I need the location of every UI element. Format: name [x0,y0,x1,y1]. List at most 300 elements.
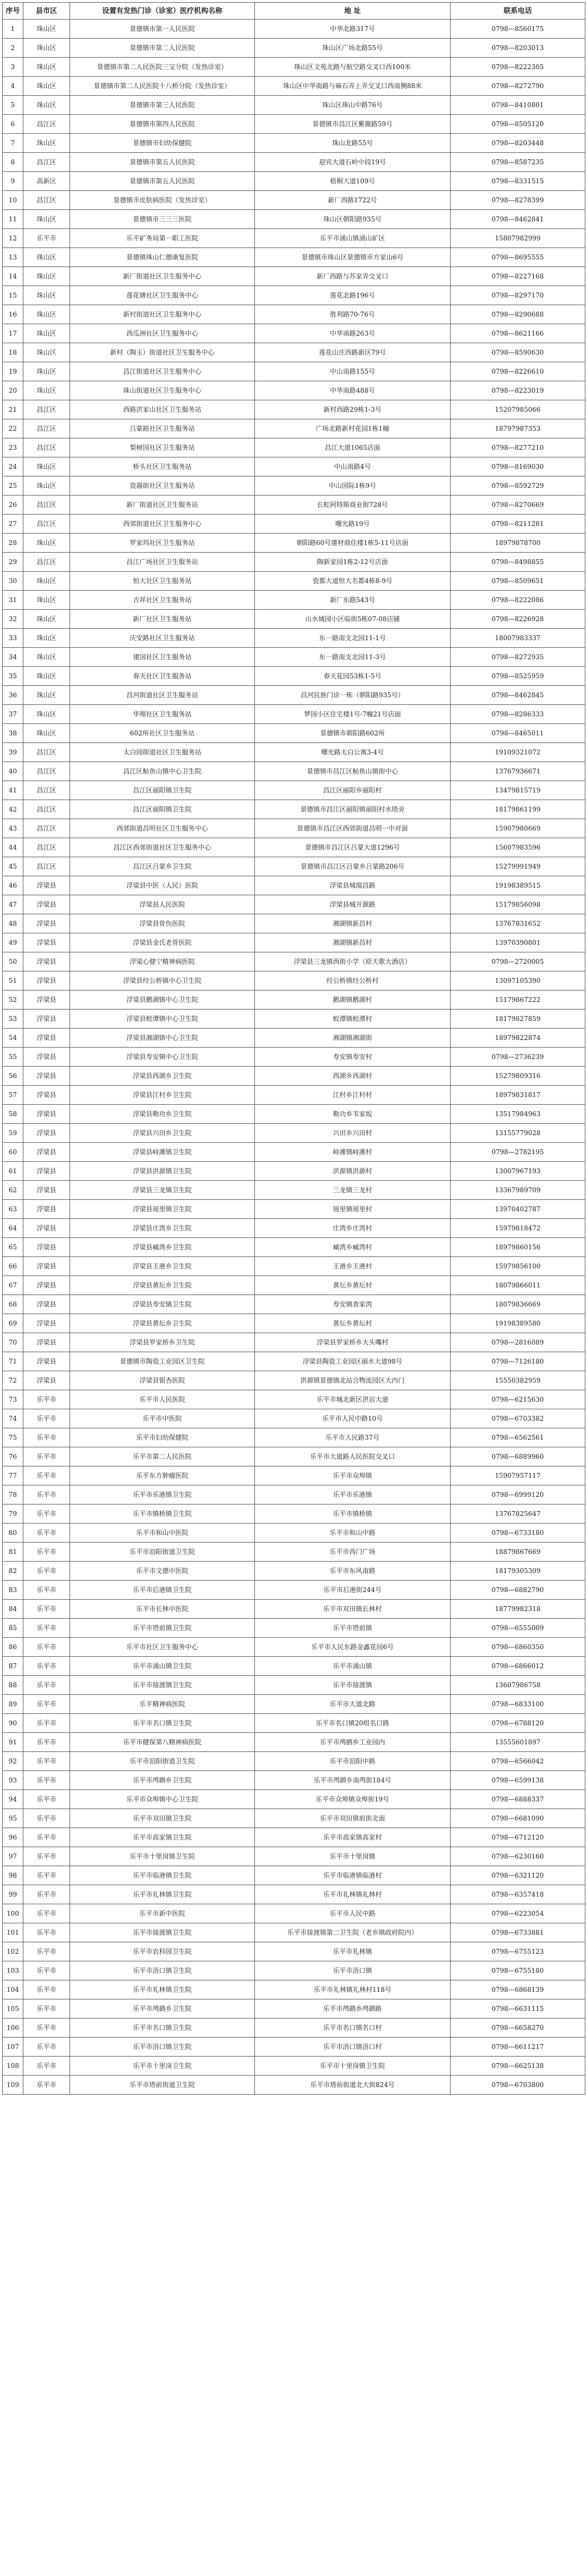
row-address: 乐平市众埠镇 [255,1466,451,1485]
row-institution: 桥头社区卫生服务站 [70,457,255,476]
table-row [3,971,585,990]
row-institution: 浮梁县瑶里镇卫生院 [70,1200,255,1219]
row-index: 49 [3,933,23,952]
row-address: 乐平市塔前镇 [255,1619,451,1638]
row-address: 三龙镇三龙村 [255,1181,451,1200]
row-district: 珠山区 [23,591,70,610]
table-row [3,58,585,77]
row-phone: 0798—8587235 [451,153,585,172]
row-institution: 西郊街道社区卫生服务中心 [70,515,255,534]
row-phone: 13767936671 [451,762,585,781]
row-district: 珠山区 [23,248,70,267]
row-district: 乐平市 [23,229,70,248]
table-row [3,457,585,476]
row-institution: 恒大社区卫生服务站 [70,572,255,591]
row-institution: 景德镇市第四人民医院 [70,115,255,134]
row-district: 昌江区 [23,191,70,210]
row-phone: 15179856098 [451,895,585,914]
row-address: 新厂西路与苏家弄交叉口 [255,267,451,286]
row-institution: 乐平市妇幼保健院 [70,1428,255,1447]
row-district: 珠山区 [23,362,70,381]
row-index: 69 [3,1314,23,1333]
row-district: 昌江区 [23,857,70,876]
row-address: 新村西路29栋1-3号 [255,400,451,419]
row-phone: 18979860156 [451,1238,585,1257]
row-phone: 0798—6755180 [451,1961,585,1980]
row-index: 109 [3,2076,23,2095]
row-district: 乐平市 [23,1543,70,1562]
row-district: 乐平市 [23,1885,70,1904]
row-institution: 乐平矿务局第一职工医院 [70,229,255,248]
row-phone: 0798—6681090 [451,1809,585,1828]
table-row [3,248,585,267]
row-district: 浮梁县 [23,1124,70,1143]
row-institution: 浮梁县三龙镇卫生院 [70,1181,255,1200]
row-index: 32 [3,610,23,629]
table-row [3,438,585,457]
table-row [3,153,585,172]
row-district: 昌江区 [23,819,70,838]
row-address: 峙滩镇峙滩村 [255,1143,451,1162]
row-phone: 13970390801 [451,933,585,952]
row-institution: 浮梁县西湖乡卫生院 [70,1067,255,1086]
row-institution: 景德镇市陶瓷工业园区卫生院 [70,1352,255,1371]
row-institution: 浮梁县骨伤医院 [70,914,255,933]
row-institution: 浮梁县金氏老骨医院 [70,933,255,952]
row-institution: 乐平东方肿瘤医院 [70,1466,255,1485]
table-row [3,1828,585,1847]
row-institution: 乐平市临港镇卫生院 [70,1866,255,1885]
row-index: 95 [3,1809,23,1828]
row-phone: 19198389580 [451,1314,585,1333]
row-address: 蛟潭镇蛟潭村 [255,1010,451,1029]
row-address: 乐平市人民中路10号 [255,1409,451,1428]
row-institution: 景德镇市第五人民医院 [70,153,255,172]
row-district: 浮梁县 [23,1086,70,1105]
table-row [3,77,585,96]
row-phone: 0798—8695555 [451,248,585,267]
row-address: 寿安镇寿安村 [255,1048,451,1067]
row-phone: 19198389515 [451,876,585,895]
row-index: 11 [3,210,23,229]
row-institution: 浮梁县蛟潭镇中心卫生院 [70,1010,255,1029]
row-index: 70 [3,1333,23,1352]
row-index: 91 [3,1733,23,1752]
table-row [3,1333,585,1352]
row-address: 经公桥镇经公桥村 [255,971,451,990]
row-phone: 0798—8509651 [451,572,585,591]
table-body [3,20,585,2095]
row-address: 景德镇市昌江区紫薇路59号 [255,115,451,134]
row-institution: 昌江广场社区卫生服务站 [70,553,255,572]
row-phone: 15279809316 [451,1067,585,1086]
row-phone: 0798—6889960 [451,1447,585,1466]
row-phone: 18779982318 [451,1600,585,1619]
row-index: 51 [3,971,23,990]
row-phone: 0798—8465011 [451,724,585,743]
row-district: 乐平市 [23,1790,70,1809]
table-row [3,534,585,553]
row-district: 昌江区 [23,438,70,457]
table-row [3,629,585,648]
row-address: 乐平市众埠镇众埠街19号 [255,1790,451,1809]
row-phone: 0798—8222305 [451,58,585,77]
row-address: 乐平市双田镇前街北面 [255,1809,451,1828]
row-address: 浮梁县罗家桥乡大头嘴村 [255,1333,451,1352]
row-district: 乐平市 [23,1809,70,1828]
header-district: 县市区 [23,3,70,20]
row-institution: 浮梁心健宁精神病医院 [70,952,255,971]
row-index: 33 [3,629,23,648]
row-index: 13 [3,248,23,267]
row-address: 鹅湖镇鹅湖村 [255,990,451,1010]
row-index: 22 [3,419,23,438]
row-index: 59 [3,1124,23,1143]
row-address: 珠山区广场北路55号 [255,39,451,58]
table-row [3,1619,585,1638]
row-phone: 0798—6223054 [451,1904,585,1923]
row-district: 乐平市 [23,1695,70,1714]
row-district: 浮梁县 [23,1371,70,1390]
table-row [3,1219,585,1238]
row-index: 101 [3,1923,23,1942]
row-index: 90 [3,1714,23,1733]
row-institution: 浮梁县黄坛乡卫生院 [70,1314,255,1333]
row-index: 50 [3,952,23,971]
table-row [3,1067,585,1086]
table-row [3,1543,585,1562]
row-address: 湘湖镇湘湖街 [255,1029,451,1048]
row-address: 乐平市人民中路 [255,1904,451,1923]
row-institution: 吕蒙路社区卫生服务站 [70,419,255,438]
row-institution: 昌江区丽阳镇卫生院 [70,781,255,800]
row-phone: 18079836669 [451,1295,585,1314]
row-institution: 乐平市名口镇卫生院 [70,1714,255,1733]
row-district: 乐平市 [23,1923,70,1942]
row-phone: 13155779028 [451,1124,585,1143]
row-district: 浮梁县 [23,914,70,933]
row-phone: 0798—8277210 [451,438,585,457]
table-row [3,381,585,400]
row-address: 春天花园53栋1-5号 [255,667,451,686]
row-district: 乐平市 [23,1657,70,1676]
row-institution: 庆安路社区卫生服务站 [70,629,255,648]
row-institution: 乐平市接渡镇卫生院 [70,1923,255,1942]
row-address: 景德镇市珠山区景德镇市方家山6号 [255,248,451,267]
row-phone: 15979818472 [451,1219,585,1238]
row-institution: 浮梁县庄湾乡卫生院 [70,1219,255,1238]
row-phone: 15907957117 [451,1466,585,1485]
row-phone: 0798—6868139 [451,1980,585,1999]
row-index: 31 [3,591,23,610]
row-district: 浮梁县 [23,1143,70,1162]
row-institution: 昌江区西郊街道社区卫生服务中心 [70,838,255,857]
table-row [3,591,585,610]
row-institution: 景德镇市三三三医院 [70,210,255,229]
row-address: 乐平市后港街244号 [255,1581,451,1600]
row-institution: 昌江街道社区卫生服务中心 [70,362,255,381]
row-index: 8 [3,153,23,172]
row-phone: 0798—8331515 [451,172,585,191]
row-district: 昌江区 [23,115,70,134]
row-district: 乐平市 [23,1619,70,1638]
row-phone: 0798—6215630 [451,1390,585,1409]
row-index: 102 [3,1942,23,1961]
row-institution: 景德镇市第二人民医院 [70,39,255,58]
row-phone: 18797987353 [451,419,585,438]
row-district: 昌江区 [23,762,70,781]
row-phone: 0798—8270669 [451,496,585,515]
row-phone: 13767825647 [451,1504,585,1524]
row-institution: 浮梁县湘湖镇中心卫生院 [70,1029,255,1048]
row-address: 乐平市大道路人民医院交叉口 [255,1447,451,1466]
table-row [3,400,585,419]
row-district: 乐平市 [23,1600,70,1619]
table-row [3,1752,585,1771]
table-row [3,1504,585,1524]
table-row [3,1238,585,1257]
table-row [3,1885,585,1904]
row-district: 浮梁县 [23,971,70,990]
row-institution: 乐平市众埠镇中心卫生院 [70,1790,255,1809]
row-district: 珠山区 [23,648,70,667]
row-institution: 乐平市礼林镇卫生院 [70,1980,255,1999]
row-address: 陶新家园1栋2-12号店面 [255,553,451,572]
row-district: 乐平市 [23,2018,70,2038]
table-row [3,1029,585,1048]
row-phone: 0798—6882790 [451,1581,585,1600]
row-index: 96 [3,1828,23,1847]
row-district: 珠山区 [23,267,70,286]
table-row [3,667,585,686]
table-row [3,553,585,572]
row-district: 珠山区 [23,134,70,153]
table-row [3,914,585,933]
table-row [3,762,585,781]
row-phone: 0798—8272790 [451,77,585,96]
row-institution: 乐平市十里岗镇卫生院 [70,1847,255,1866]
table-row [3,1447,585,1466]
row-phone: 0798—6658270 [451,2018,585,2038]
row-district: 珠山区 [23,77,70,96]
row-address: 洪源镇洪源村 [255,1162,451,1181]
row-index: 105 [3,1999,23,2018]
row-phone: 0798—8505120 [451,115,585,134]
row-index: 30 [3,572,23,591]
row-address: 乐平市鸬鹚乡鸬鹚路 [255,1999,451,2018]
row-district: 乐平市 [23,2076,70,2095]
row-institution: 西路洪家山社区卫生服务站 [70,400,255,419]
row-address: 乐平市人民路37号 [255,1428,451,1447]
row-address: 乐平市临港镇临港村 [255,1866,451,1885]
row-index: 78 [3,1485,23,1504]
row-index: 83 [3,1581,23,1600]
table-row [3,1657,585,1676]
row-address: 乐平市高家镇高家村 [255,1828,451,1847]
row-address: 洪源镇景德镇北站合物流园区大内门 [255,1371,451,1390]
row-district: 浮梁县 [23,1238,70,1257]
row-address: 寿安镇查家湾 [255,1295,451,1314]
row-address: 勒功乡韦家坂 [255,1105,451,1124]
row-district: 乐平市 [23,1714,70,1733]
row-institution: 乐平市塔前街道卫生院 [70,2076,255,2095]
row-district: 乐平市 [23,1980,70,1999]
row-address: 乐平市人民东路金鑫花园6号 [255,1638,451,1657]
row-institution: 浮梁县银杏医院 [70,1371,255,1390]
row-institution: 乐平精神病医院 [70,1695,255,1714]
row-address: 黄坛乡黄坛村 [255,1276,451,1295]
row-index: 19 [3,362,23,381]
row-index: 88 [3,1676,23,1695]
row-address: 乐平市浯口镇浯口村 [255,2038,451,2057]
row-index: 63 [3,1200,23,1219]
row-district: 昌江区 [23,153,70,172]
row-institution: 罗家坞社区卫生服务站 [70,534,255,553]
row-district: 珠山区 [23,572,70,591]
table-row [3,210,585,229]
row-institution: 景德镇市妇幼保健院 [70,134,255,153]
row-address: 乐平市礼林镇礼林村 [255,1885,451,1904]
row-institution: 乐平市涌山镇卫生院 [70,1657,255,1676]
row-address: 东一路南支北园11-1号 [255,629,451,648]
row-phone: 0798—6733881 [451,1923,585,1942]
row-institution: 华翔社区卫生服务站 [70,705,255,724]
row-address: 乐平市接渡镇 [255,1676,451,1695]
row-district: 浮梁县 [23,1048,70,1067]
row-index: 39 [3,743,23,762]
row-index: 43 [3,819,23,838]
row-index: 92 [3,1752,23,1771]
table-row [3,1371,585,1390]
row-address: 景德镇市昌江区吕蒙大道1296号 [255,838,451,857]
table-row [3,1600,585,1619]
row-index: 60 [3,1143,23,1162]
row-institution: 建国社区卫生服务站 [70,648,255,667]
row-address: 乐平市东风南路 [255,1562,451,1581]
row-index: 100 [3,1904,23,1923]
table-row [3,876,585,895]
row-phone: 0798—8592729 [451,476,585,496]
row-institution: 浮梁县黄坛乡卫生院 [70,1276,255,1295]
row-index: 45 [3,857,23,876]
row-phone: 0798—8410801 [451,96,585,115]
row-index: 15 [3,286,23,305]
row-address: 珠山区文苑北路与航空路交叉口西100米 [255,58,451,77]
row-index: 29 [3,553,23,572]
table-row [3,686,585,705]
table-row [3,1524,585,1543]
row-institution: 浮梁县王港乡卫生院 [70,1257,255,1276]
row-institution: 新厂街道社区卫生服务中心 [70,267,255,286]
table-row [3,1790,585,1809]
row-phone: 0798—8203013 [451,39,585,58]
row-address: 臧湾乡臧湾村 [255,1238,451,1257]
row-phone: 0798—8560175 [451,20,585,39]
header-address: 地 址 [255,3,451,20]
row-institution: 乐平市浯口镇卫生院 [70,2038,255,2057]
row-institution: 浮梁县臧湾乡卫生院 [70,1238,255,1257]
row-address: 乐平市十里岗镇 [255,1847,451,1866]
row-phone: 0798—8203448 [451,134,585,153]
header-institution: 设置有发热门诊（诊室）医疗机构名称 [70,3,255,20]
row-district: 浮梁县 [23,990,70,1010]
row-district: 乐平市 [23,2057,70,2076]
row-district: 乐平市 [23,1504,70,1524]
row-institution: 乐平市接渡镇卫生院 [70,1676,255,1695]
table-row [3,2057,585,2076]
table-row [3,2076,585,2095]
row-phone: 0798—8286333 [451,705,585,724]
row-district: 珠山区 [23,39,70,58]
row-phone: 0798—8525959 [451,667,585,686]
table-row [3,419,585,438]
row-index: 77 [3,1466,23,1485]
row-institution: 乐平市高家镇卫生院 [70,1828,255,1847]
row-district: 乐平市 [23,1771,70,1790]
row-index: 80 [3,1524,23,1543]
row-index: 16 [3,305,23,324]
row-district: 浮梁县 [23,895,70,914]
row-address: 景德镇市昌江区丽阳镇丽阳村水塔旁 [255,800,451,819]
row-phone: 0798—6712120 [451,1828,585,1847]
table-row [3,1162,585,1181]
row-address: 乐平市浯口镇 [255,1961,451,1980]
row-address: 胜利路70-76号 [255,305,451,324]
row-phone: 0798—6321120 [451,1866,585,1885]
row-index: 42 [3,800,23,819]
table-row [3,2038,585,2057]
row-phone: 15279991949 [451,857,585,876]
row-phone: 0798—6733180 [451,1524,585,1543]
row-district: 珠山区 [23,457,70,476]
table-row [3,1961,585,1980]
row-institution: 浮梁县经公桥镇中心卫生院 [70,971,255,990]
row-district: 珠山区 [23,476,70,496]
row-phone: 0798—2720005 [451,952,585,971]
row-institution: 乐平市名口镇卫生院 [70,2018,255,2038]
table-row [3,1581,585,1600]
table-row [3,1809,585,1828]
table-row [3,1409,585,1428]
row-index: 47 [3,895,23,914]
fever-clinic-list-sheet [2,2,585,2095]
row-institution: 乐平市长林中医院 [70,1600,255,1619]
row-district: 珠山区 [23,724,70,743]
row-institution: 景德镇市皮肤病医院（发热诊室） [70,191,255,210]
row-index: 76 [3,1447,23,1466]
row-phone: 0798—8462841 [451,210,585,229]
row-index: 1 [3,20,23,39]
table-row [3,1143,585,1162]
table-row [3,1276,585,1295]
row-address: 梧桐大道109号 [255,172,451,191]
table-row [3,1010,585,1029]
row-phone: 13097105390 [451,971,585,990]
row-index: 55 [3,1048,23,1067]
row-address: 中山南路4号 [255,457,451,476]
table-row [3,1999,585,2018]
row-district: 珠山区 [23,534,70,553]
row-address: 中华南路488号 [255,381,451,400]
row-address: 中华北路317号 [255,20,451,39]
row-address: 曙光路19号 [255,515,451,534]
row-district: 昌江区 [23,781,70,800]
row-index: 85 [3,1619,23,1638]
table-row [3,229,585,248]
row-district: 浮梁县 [23,1295,70,1314]
row-institution: 吉祥社区卫生服务站 [70,591,255,610]
row-address: 景德镇市昌江区西郊街道昌明一中对面 [255,819,451,838]
